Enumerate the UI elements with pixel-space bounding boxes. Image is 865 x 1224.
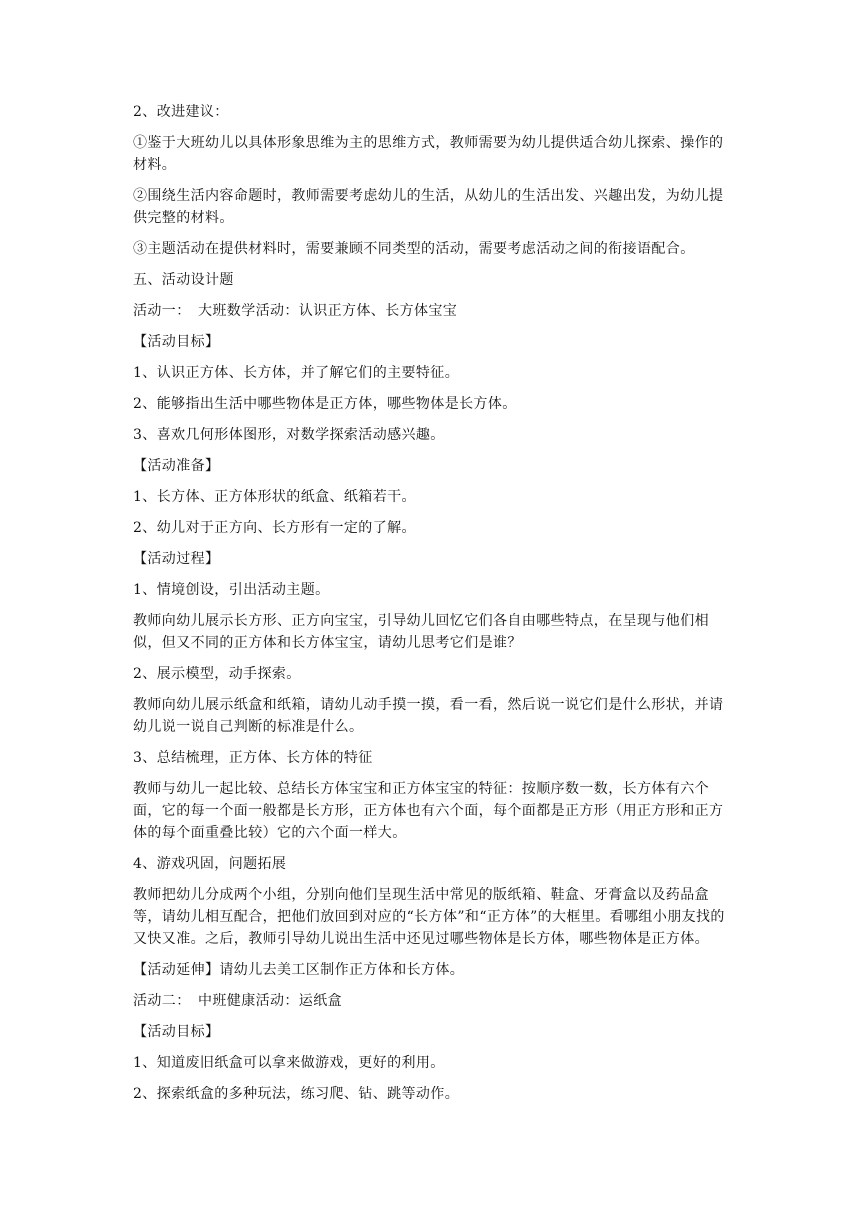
activity-1-step-3: 3、总结梳理，正方体、长方体的特征 xyxy=(133,750,373,766)
activity-2-goal-2: 2、探索纸盒的多种玩法，练习爬、钻、跳等动作。 xyxy=(133,1086,460,1102)
activity-1-step-2: 2、展示模型，动手探索。 xyxy=(133,666,301,682)
improvement-heading: 2、改进建议： xyxy=(133,104,229,120)
activity-1-process-heading: 【活动过程】 xyxy=(133,551,220,567)
activity-2-goals-heading: 【活动目标】 xyxy=(133,1024,220,1040)
activity-2-goal-1: 1、知道废旧纸盒可以拿来做游戏，更好的利用。 xyxy=(133,1055,445,1071)
activity-1-step-2-body: 教师向幼儿展示纸盒和纸箱，请幼儿动手摸一摸，看一看，然后说一说它们是什么形状，并请幼儿说一说自己判断的标准是什么。 xyxy=(133,697,724,735)
activity-1-prep-2: 2、幼儿对于正方向、长方形有一定的了解。 xyxy=(133,520,416,536)
activity-1-step-4: 4、游戏巩固，问题拓展 xyxy=(133,856,287,872)
activity-1-step-3-body: 教师与幼儿一起比较、总结长方体宝宝和正方体宝宝的特征：按顺序数一数，长方体有六个面，它的每一个面一般都是长方形，正方体也有六个面，每个面都是正方形（用正方形和正方体的每个面重叠比较）它的六个面一样大。 xyxy=(133,781,724,841)
activity-1-goal-2: 2、能够指出生活中哪些物体是正方体，哪些物体是长方体。 xyxy=(133,396,517,412)
document-body xyxy=(133,101,735,1114)
activity-1-goal-3: 3、喜欢几何形体图形，对数学探索活动感兴趣。 xyxy=(133,427,445,443)
activity-1-prep-1: 1、长方体、正方体形状的纸盒、纸箱若干。 xyxy=(133,489,416,505)
activity-1-step-1-body: 教师向幼儿展示长方形、正方向宝宝，引导幼儿回忆它们各自由哪些特点，在呈现与他们相似，但又不同的正方体和长方体宝宝，请幼儿思考它们是谁？ xyxy=(133,613,709,651)
suggestion-3: ③主题活动在提供材料时，需要兼顾不同类型的活动，需要考虑活动之间的衔接语配合。 xyxy=(133,241,695,257)
activity-1-step-1: 1、情境创设，引出活动主题。 xyxy=(133,582,330,598)
activity-1-step-4-body: 教师把幼儿分成两个小组，分别向他们呈现生活中常见的版纸箱、鞋盒、牙膏盒以及药品盒等，请幼儿相互配合，把他们放回到对应的“长方体”和“正方体”的大框里。看哪组小朋友找的又快又准。之后，教师引导幼儿说出生活中还见过哪些物体是长方体，哪些物体是正方体。 xyxy=(133,887,725,947)
suggestion-1: ①鉴于大班幼儿以具体形象思维为主的思维方式，教师需要为幼儿提供适合幼儿探索、操作的材料。 xyxy=(133,135,724,173)
activity-2-title: 活动二： 中班健康活动：运纸盒 xyxy=(133,993,342,1009)
activity-1-extension: 【活动延伸】请幼儿去美工区制作正方体和长方体。 xyxy=(133,962,465,978)
activity-1-goal-1: 1、认识正方体、长方体，并了解它们的主要特征。 xyxy=(133,365,460,381)
activity-1-prep-heading: 【活动准备】 xyxy=(133,458,220,474)
activity-1-title: 活动一： 大班数学活动：认识正方体、长方体宝宝 xyxy=(133,303,458,319)
section-heading-activity-design: 五、活动设计题 xyxy=(133,272,234,288)
suggestion-2: ②围绕生活内容命题时，教师需要考虑幼儿的生活，从幼儿的生活出发、兴趣出发，为幼儿提供完整的材料。 xyxy=(133,188,724,226)
activity-1-goals-heading: 【活动目标】 xyxy=(133,334,220,350)
